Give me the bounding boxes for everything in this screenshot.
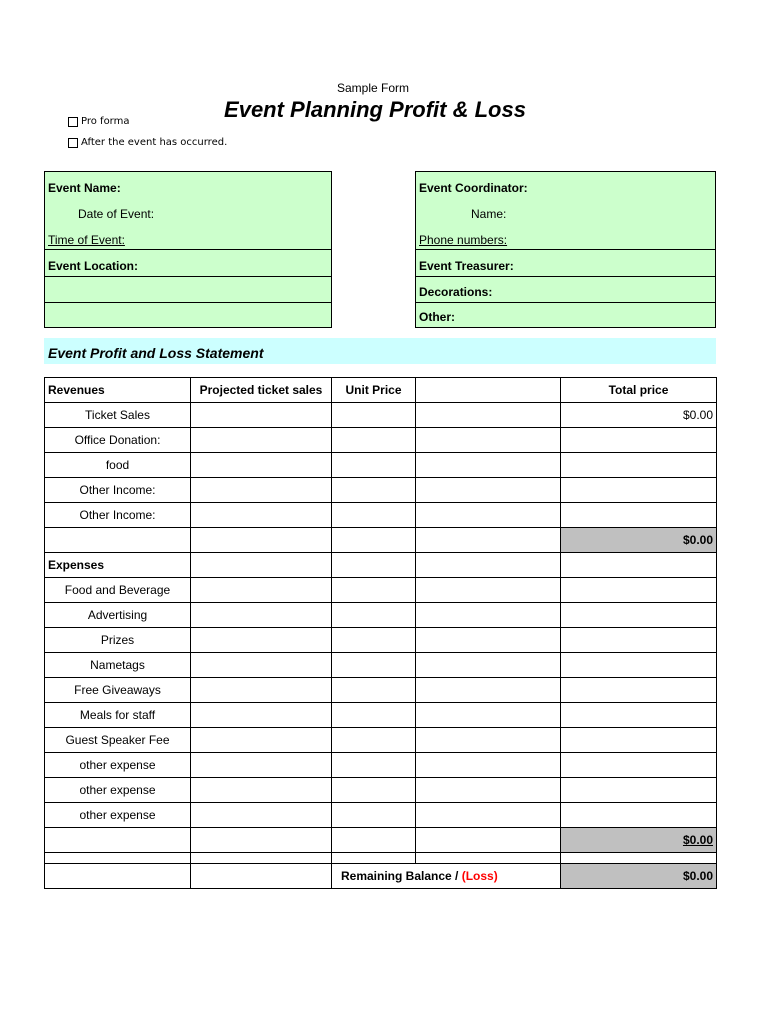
total-cell[interactable]	[561, 653, 717, 678]
unit-price-cell[interactable]	[332, 628, 416, 653]
unit-price-cell[interactable]	[332, 428, 416, 453]
unit-price-header: Unit Price	[332, 378, 416, 403]
expense-subtotal: $0.00	[561, 828, 717, 853]
projected-cell[interactable]	[191, 428, 332, 453]
blank-cell	[416, 553, 561, 578]
unit-price-cell[interactable]	[332, 703, 416, 728]
after-event-checkbox[interactable]	[68, 138, 78, 148]
after-event-label: After the event has occurred.	[81, 137, 228, 148]
table-row	[45, 603, 717, 628]
blank-cell[interactable]	[416, 453, 561, 478]
blank-cell	[332, 828, 416, 853]
decorations-label: Decorations:	[419, 285, 493, 299]
expense-item-label: Guest Speaker Fee	[45, 728, 191, 753]
other-row	[416, 302, 715, 328]
unit-price-cell[interactable]	[332, 803, 416, 828]
expense-item-label: Prizes	[45, 628, 191, 653]
ticket-sales-total: $0.00	[561, 403, 717, 428]
total-cell[interactable]	[561, 703, 717, 728]
table-row	[45, 628, 717, 653]
expense-item-label: Meals for staff	[45, 703, 191, 728]
expense-item-label: Advertising	[45, 603, 191, 628]
unit-price-cell[interactable]	[332, 778, 416, 803]
event-treasurer-row	[416, 249, 715, 276]
unit-price-cell[interactable]	[332, 578, 416, 603]
blank-cell[interactable]	[416, 628, 561, 653]
table-row	[45, 728, 717, 753]
total-cell[interactable]	[561, 578, 717, 603]
projected-cell[interactable]	[191, 803, 332, 828]
total-cell[interactable]	[561, 753, 717, 778]
expenses-header-row	[45, 553, 717, 578]
unit-price-cell[interactable]	[332, 478, 416, 503]
blank-cell	[561, 853, 717, 864]
blank-cell	[332, 853, 416, 864]
revenue-subtotal: $0.00	[561, 528, 717, 553]
event-info-box	[44, 171, 332, 328]
projected-cell[interactable]	[191, 753, 332, 778]
blank-header	[416, 378, 561, 403]
projected-cell[interactable]	[191, 703, 332, 728]
total-cell[interactable]	[561, 778, 717, 803]
projected-cell[interactable]	[191, 478, 332, 503]
blank-cell	[416, 853, 561, 864]
unit-price-cell[interactable]	[332, 678, 416, 703]
revenue-item-label: food	[45, 453, 191, 478]
projected-cell[interactable]	[191, 653, 332, 678]
blank-cell	[45, 828, 191, 853]
statement-title: Event Profit and Loss Statement	[48, 345, 264, 361]
revenue-item-label: Other Income:	[45, 478, 191, 503]
remaining-balance-row	[45, 864, 717, 889]
blank-cell	[416, 828, 561, 853]
total-cell[interactable]	[561, 478, 717, 503]
table-row	[45, 403, 717, 428]
expense-item-label: Nametags	[45, 653, 191, 678]
table-row	[45, 778, 717, 803]
blank-cell	[191, 864, 332, 889]
table-row	[45, 678, 717, 703]
blank-cell	[191, 828, 332, 853]
blank-cell[interactable]	[416, 778, 561, 803]
checkbox-row-after-event[interactable]	[68, 137, 227, 148]
expense-subtotal-row	[45, 828, 717, 853]
blank-cell	[191, 528, 332, 553]
table-row	[45, 503, 717, 528]
blank-cell	[332, 528, 416, 553]
event-name-label: Event Name:	[48, 181, 121, 195]
blank-cell	[45, 864, 191, 889]
table-row	[45, 478, 717, 503]
blank-cell[interactable]	[416, 753, 561, 778]
blank-cell	[191, 553, 332, 578]
table-row	[45, 428, 717, 453]
blank-cell[interactable]	[416, 503, 561, 528]
total-cell[interactable]	[561, 603, 717, 628]
checkbox-row-proforma[interactable]	[68, 116, 130, 127]
blank-cell[interactable]	[416, 403, 561, 428]
blank-cell	[45, 853, 191, 864]
proforma-checkbox[interactable]	[68, 117, 78, 127]
projected-cell[interactable]	[191, 453, 332, 478]
unit-price-cell[interactable]	[332, 503, 416, 528]
expense-item-label: other expense	[45, 778, 191, 803]
projected-cell[interactable]	[191, 778, 332, 803]
blank-cell	[332, 553, 416, 578]
remaining-balance-label	[332, 864, 561, 889]
revenue-item-label: Other Income:	[45, 503, 191, 528]
event-location-label: Event Location:	[48, 259, 139, 273]
remaining-balance-total: $0.00	[561, 864, 717, 889]
table-row	[45, 653, 717, 678]
revenue-item-label: Ticket Sales	[45, 403, 191, 428]
decorations-row	[416, 276, 715, 302]
projected-sales-header: Projected ticket sales	[191, 378, 332, 403]
phone-numbers-label: Phone numbers:	[419, 233, 508, 247]
spacer-row	[45, 853, 717, 864]
total-cell[interactable]	[561, 453, 717, 478]
event-location-line-1[interactable]	[45, 276, 331, 302]
expenses-label: Expenses	[45, 553, 191, 578]
blank-cell[interactable]	[416, 728, 561, 753]
page-title: Event Planning Profit & Loss	[224, 97, 526, 122]
expense-item-label: other expense	[45, 753, 191, 778]
blank-cell[interactable]	[416, 478, 561, 503]
unit-price-cell[interactable]	[332, 728, 416, 753]
total-price-header: Total price	[561, 378, 717, 403]
blank-cell[interactable]	[416, 703, 561, 728]
coordinator-info-box	[415, 171, 716, 328]
remaining-balance-text: Remaining Balance /	[341, 869, 462, 883]
blank-cell[interactable]	[416, 603, 561, 628]
blank-cell	[561, 553, 717, 578]
unit-price-cell[interactable]	[332, 653, 416, 678]
event-location-row	[45, 249, 331, 276]
blank-cell[interactable]	[416, 803, 561, 828]
projected-cell[interactable]	[191, 603, 332, 628]
blank-cell[interactable]	[416, 678, 561, 703]
form-subtitle: Sample Form	[336, 81, 410, 95]
revenue-item-label: Office Donation:	[45, 428, 191, 453]
revenue-subtotal-row	[45, 528, 717, 553]
projected-cell[interactable]	[191, 728, 332, 753]
expense-item-label: other expense	[45, 803, 191, 828]
revenues-header: Revenues	[45, 378, 191, 403]
other-label: Other:	[419, 310, 455, 324]
event-location-line-2[interactable]	[45, 302, 331, 328]
unit-price-cell[interactable]	[332, 603, 416, 628]
unit-price-cell[interactable]	[332, 403, 416, 428]
profit-loss-table	[44, 377, 717, 889]
coordinator-name-label: Name:	[471, 207, 507, 221]
unit-price-cell[interactable]	[332, 753, 416, 778]
projected-cell[interactable]	[191, 628, 332, 653]
unit-price-cell[interactable]	[332, 453, 416, 478]
projected-cell[interactable]	[191, 678, 332, 703]
table-header-row	[45, 378, 717, 403]
time-of-event-label: Time of Event:	[48, 233, 125, 247]
table-row	[45, 703, 717, 728]
blank-cell[interactable]	[416, 428, 561, 453]
total-cell[interactable]	[561, 503, 717, 528]
table-row	[45, 803, 717, 828]
total-cell[interactable]	[561, 678, 717, 703]
table-row	[45, 578, 717, 603]
blank-cell	[45, 528, 191, 553]
table-row	[45, 453, 717, 478]
projected-cell[interactable]	[191, 578, 332, 603]
projected-cell[interactable]	[191, 503, 332, 528]
proforma-label: Pro forma	[81, 116, 130, 127]
blank-cell[interactable]	[416, 653, 561, 678]
projected-cell[interactable]	[191, 403, 332, 428]
blank-cell[interactable]	[416, 578, 561, 603]
blank-cell	[416, 528, 561, 553]
total-cell[interactable]	[561, 628, 717, 653]
loss-label: (Loss)	[461, 869, 498, 883]
total-cell[interactable]	[561, 803, 717, 828]
date-of-event-label: Date of Event:	[78, 207, 155, 221]
expense-item-label: Free Giveaways	[45, 678, 191, 703]
total-cell[interactable]	[561, 728, 717, 753]
event-coordinator-label: Event Coordinator:	[419, 181, 528, 195]
table-row	[45, 753, 717, 778]
total-cell[interactable]	[561, 428, 717, 453]
expense-item-label: Food and Beverage	[45, 578, 191, 603]
event-treasurer-label: Event Treasurer:	[419, 259, 514, 273]
blank-cell	[191, 853, 332, 864]
